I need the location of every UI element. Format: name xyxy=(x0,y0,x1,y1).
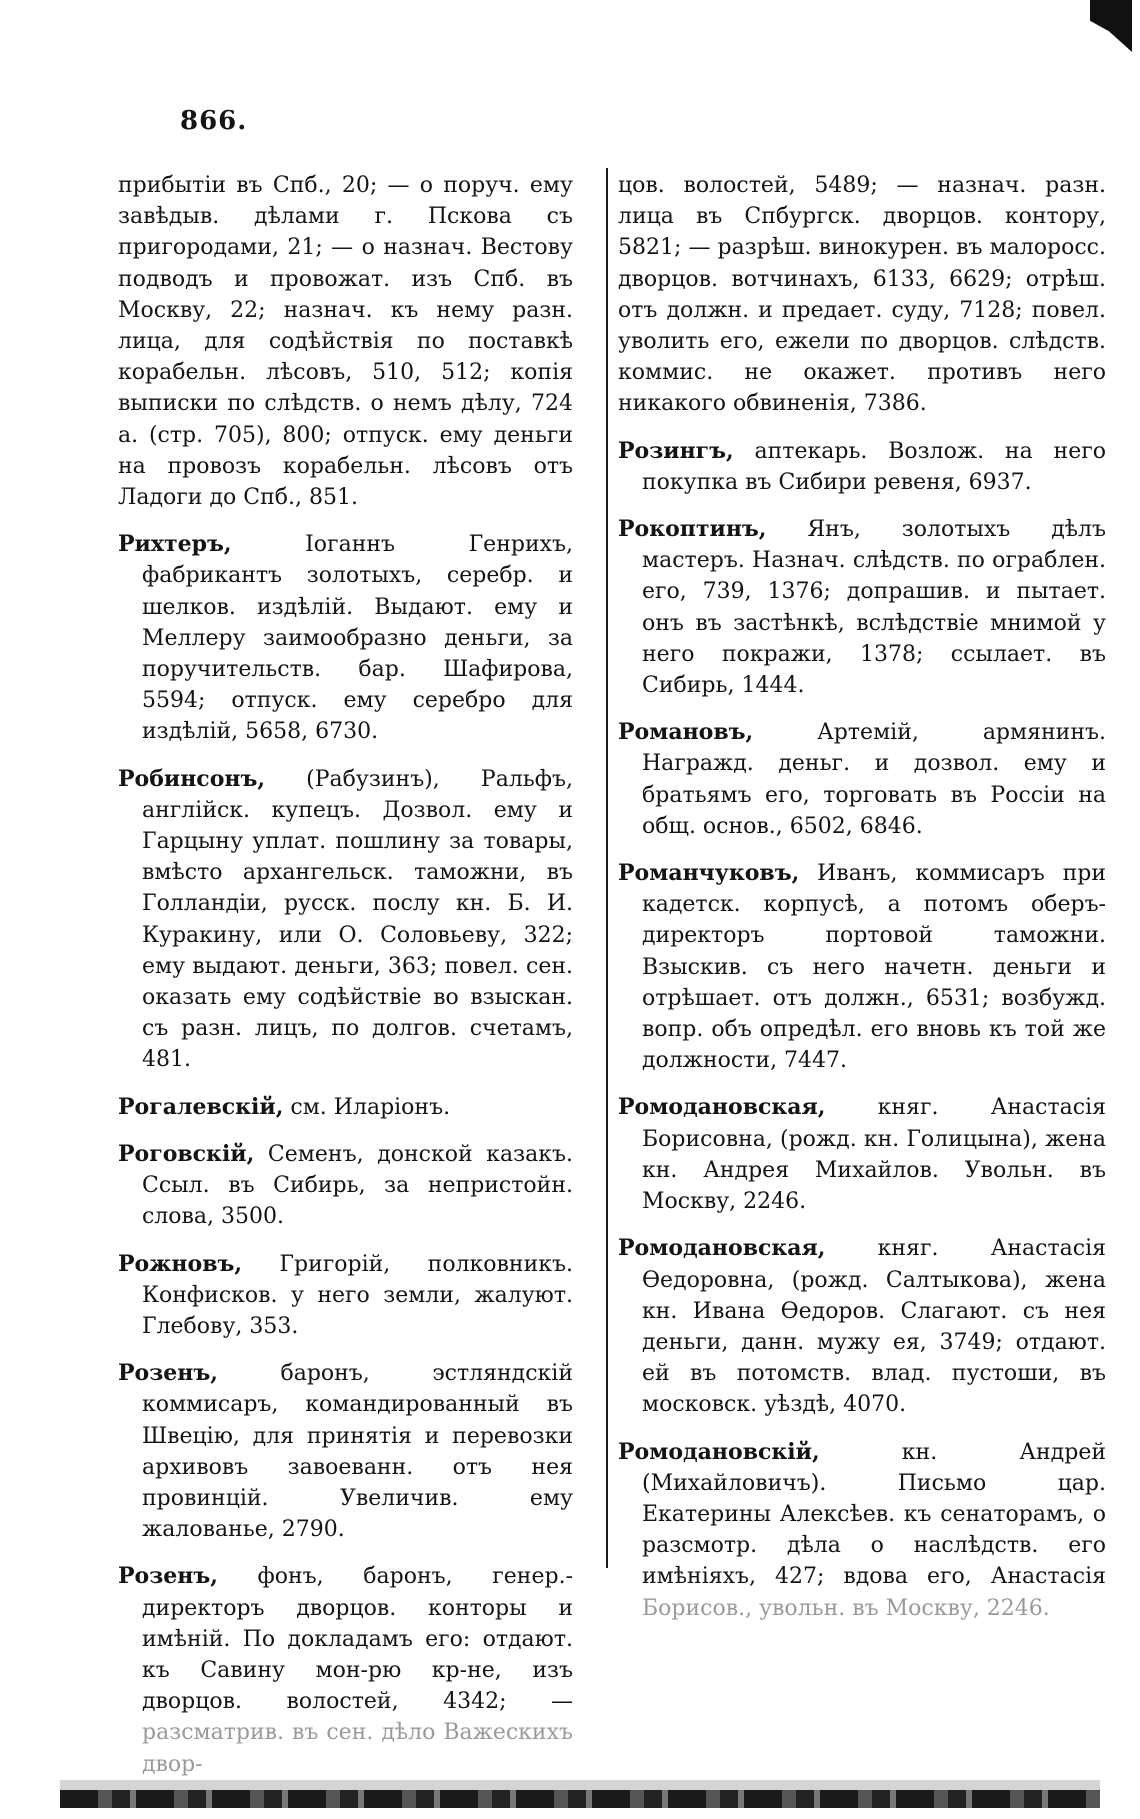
scan-corner-mark xyxy=(1090,0,1132,52)
entry-headword: Робинсонъ, xyxy=(118,765,266,792)
right-entries xyxy=(618,436,1106,1624)
entry-text: Иванъ, коммисаръ при кадетск. корпусѣ, а потомъ оберъ-директоръ портовой таможни. Взыскив. съ него начетн. деньги и отрѣшает. отъ должн., 6531; возбужд. вопр. объ опредѣл. его вновь къ той же должности, 7447. xyxy=(642,861,1106,1074)
index-entry xyxy=(118,1249,573,1343)
entry-text: Семенъ, донской казакъ. Ссыл. въ Сибирь, за непристойн. слова, 3500. xyxy=(142,1141,573,1230)
entry-headword: Романовъ, xyxy=(618,719,754,746)
entry-text-faded: разсматрив. въ сен. дѣло Важескихъ двор- xyxy=(142,1720,573,1777)
index-entry xyxy=(618,1437,1106,1624)
index-entry xyxy=(618,717,1106,842)
index-entry xyxy=(118,1561,573,1779)
entry-headword: Романчуковъ, xyxy=(618,860,800,887)
entry-headword: Рихтеръ, xyxy=(118,531,232,558)
entry-text: Артемій, армянинъ. Награжд. деньг. и дозвол. ему и братьямъ его, торговать въ Россіи на общ. основ., 6502, 6846. xyxy=(642,720,1106,839)
entry-headword: Розенъ, xyxy=(118,1563,218,1590)
index-entry xyxy=(618,436,1106,498)
entry-text: фонъ, баронъ, генер.-директоръ дворцов. конторы и имѣній. По докладамъ его: отдают. къ Савину мон-рю кр-не, изъ дворцов. волостей, 4342; — xyxy=(142,1564,573,1715)
entry-text: аптекарь. Возлож. на него покупка въ Сибири ревеня, 6937. xyxy=(642,438,1106,495)
index-entry xyxy=(118,529,573,747)
entry-headword: Роговскій, xyxy=(118,1140,255,1167)
index-entry xyxy=(118,1139,573,1233)
entry-text: (Рабузинъ), Ральфъ, англійск. купецъ. Дозвол. ему и Гарцыну уплат. пошлину за товары, вмѣсто архангельск. таможни, въ Голландіи, русск. послу кн. Б. И. Куракину, или О. Соловьеву, 322; ему выдают. деньги, 363; повел. сен. оказать ему содѣйствіе во взыскан. съ разн. лицъ, по долгов. счетамъ, 481. xyxy=(142,766,573,1073)
entry-headword: Рокоптинъ, xyxy=(618,516,767,543)
entry-text: Григорій, полковникъ. Конфисков. у него земли, жалуют. Глебову, 353. xyxy=(142,1251,573,1339)
entry-text: Іоганнъ Генрихъ, фабрикантъ золотыхъ, серебр. и шелков. издѣлій. Выдают. ему и Меллеру заимообразно деньги, за поручительств. бар. Шафирова, 5594; отпуск. ему серебро для издѣлій, 5658, 6730. xyxy=(142,532,573,745)
entry-text: княг. Анастасія Борисовна, (рожд. кн. Голицына), жена кн. Андрея Михайлов. Увольн. въ Москву, 2246. xyxy=(642,1095,1106,1215)
left-entries xyxy=(118,529,573,1780)
entry-headword: Ромодановская, xyxy=(618,1235,826,1262)
page-number: 866. xyxy=(180,106,248,136)
entry-text: баронъ, эстляндскій коммисаръ, командированный въ Швецію, для принятія и перевозки архивовъ завоеванн. отъ нея провинцій. Увеличив. ему жалованье, 2790. xyxy=(142,1361,573,1543)
entry-headword: Ромодановскій, xyxy=(618,1438,820,1465)
index-entry xyxy=(618,1092,1106,1217)
left-column xyxy=(118,170,573,1796)
index-entry xyxy=(118,1092,573,1123)
entry-text: Янъ, золотыхъ дѣлъ мастеръ. Назнач. слѣдств. по ограблен. его, 739, 1376; допрашив. и пытает. онъ въ застѣнкѣ, вслѣдствіе мнимой у него покражи, 1378; ссылает. въ Сибирь, 1444. xyxy=(642,517,1106,699)
entry-text: княг. Анастасія Ѳедоровна, (рожд. Салтыкова), жена кн. Ивана Ѳедоров. Слагают. съ нея деньги, данн. мужу ея, 3749; отдают. ей въ потомств. влад. пустоши, въ московск. уѣздѣ, 4070. xyxy=(642,1236,1106,1418)
right-column xyxy=(618,170,1106,1640)
continuation-text: цов. волостей, 5489; — назнач. разн. лица въ Спбургск. дворцов. контору, 5821; — разрѣш. винокурен. въ малоросс. дворцов. вотчинахъ, 6133, 6629; отрѣш. отъ должн. и предает. суду, 7128; повел. уволить его, ежели по дворцов. слѣдств. коммис. не окажет. противъ него никакого обвиненія, 7386. xyxy=(618,173,1106,417)
entry-headword: Ромодановская, xyxy=(618,1094,826,1121)
scan-bottom-edge xyxy=(60,1790,1100,1808)
continuation-text: прибытіи въ Спб., 20; — о поруч. ему завѣдыв. дѣлами г. Пскова съ пригородами, 21; — о назнач. Вестову подводъ и провожат. изъ Спб. въ Москву, 22; назнач. къ нему разн. лица, для содѣйствія по поставкѣ корабельн. лѣсовъ, 510, 512; копія выписки по слѣдств. о немъ дѣлу, 724 а. (стр. 705), 800; отпуск. ему деньги на провозъ корабельн. лѣсовъ отъ Ладоги до Спб., 851. xyxy=(118,173,573,511)
entry-headword: Розенъ, xyxy=(118,1360,218,1387)
entry-headword: Рогалевскій, xyxy=(118,1093,284,1120)
entry-text: см. Иларіонъ. xyxy=(283,1094,451,1120)
index-entry xyxy=(618,1233,1106,1420)
scan-bottom-shadow xyxy=(60,1780,1100,1790)
entry-headword: Рожновъ, xyxy=(118,1250,243,1277)
index-entry xyxy=(118,1358,573,1545)
index-entry xyxy=(618,858,1106,1076)
entry-text: кн. Андрей (Михайловичъ). Письмо цар. Екатерины Алексѣев. къ сенаторамъ, о разсмотр. дѣла о наслѣдств. его имѣніяхъ, 427; вдова его, Анастасія xyxy=(642,1439,1106,1590)
column-divider xyxy=(606,168,608,1568)
entry-text-faded: Борисов., увольн. въ Москву, 2246. xyxy=(642,1595,1050,1621)
index-entry xyxy=(118,764,573,1076)
entry-headword: Розингъ, xyxy=(618,437,734,464)
index-entry xyxy=(618,514,1106,701)
